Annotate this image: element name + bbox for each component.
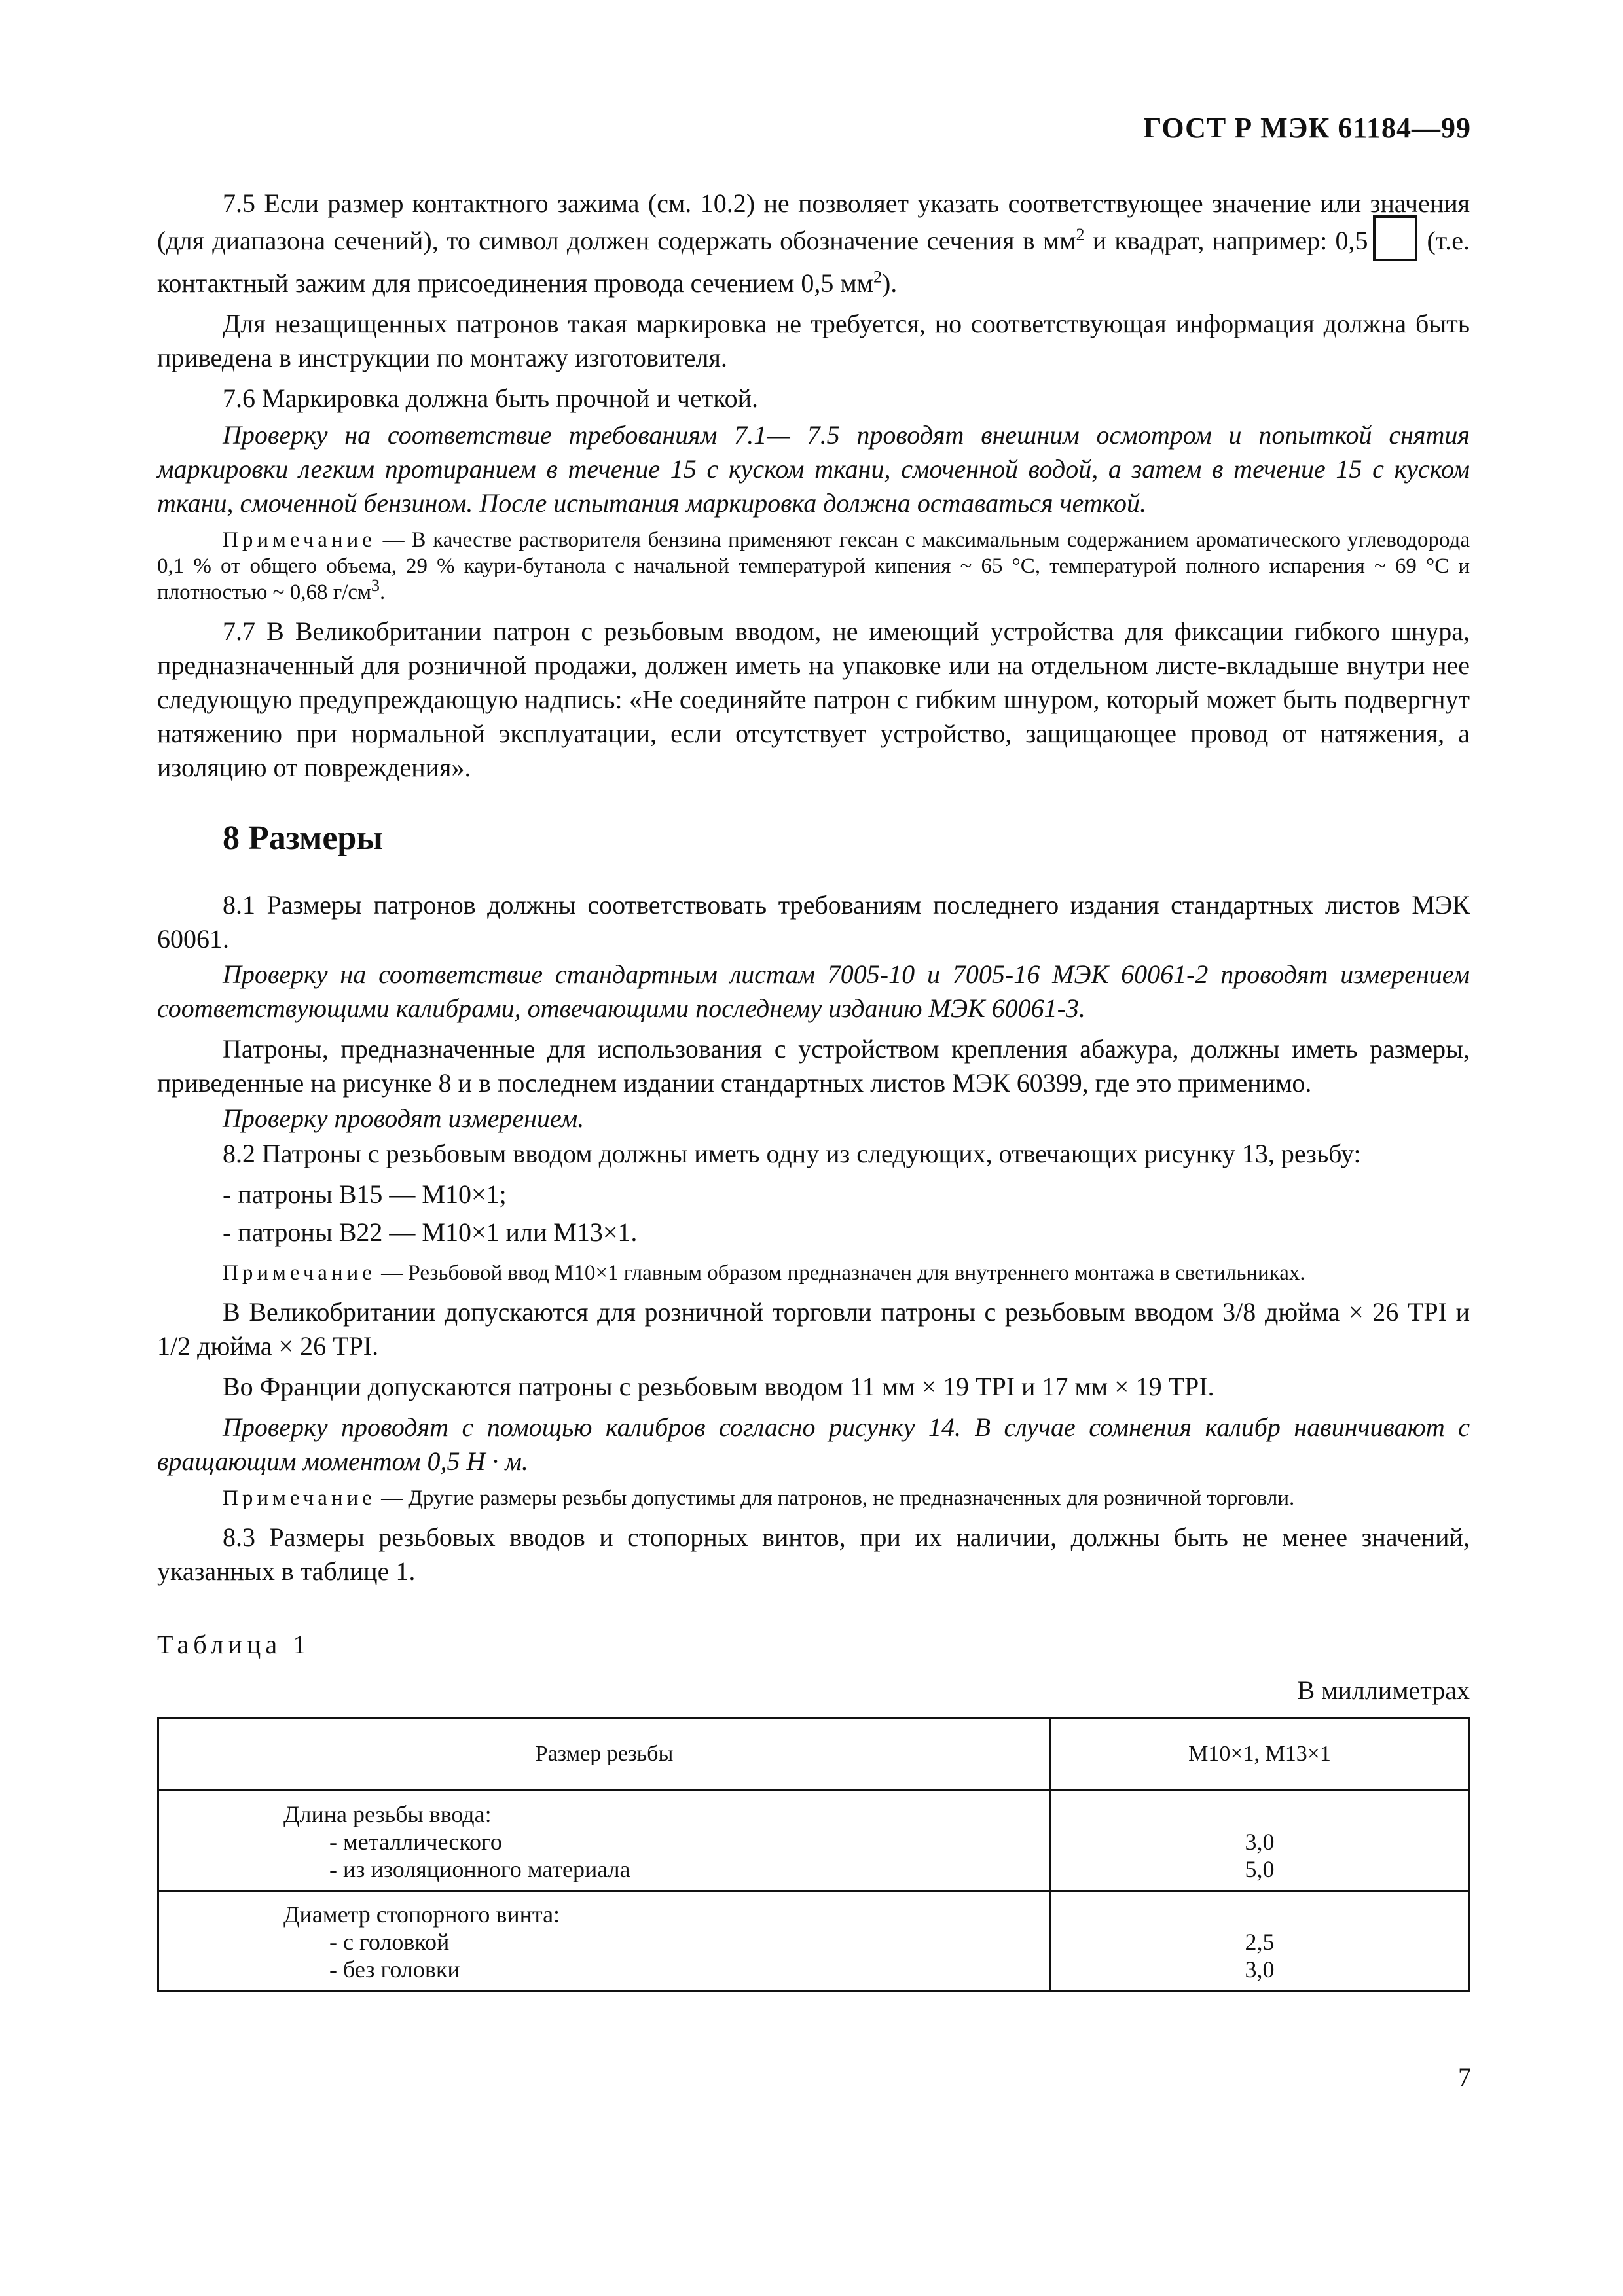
table-caption: [157, 1628, 1470, 1662]
spacer: [1051, 1801, 1468, 1828]
table-row: [158, 1891, 1469, 1991]
paragraph-7-7: 7.7 В Великобритании патрон с резьбовым вводом, не имеющий устройства для фиксации гибкого шнура, предназначенный для розничной продажи, должен иметь на упаковке или на отдельном листе-вкладыше внутри нее следующую предупреждающую надпись: «Не соединяйте патрон с гибким шнуром, который может быть подвергнут натяжению при нормальной эксплуатации, если отсутствует устройство, защищающее провод от натяжения, а изоляцию от повреждения».: [157, 617, 1470, 782]
paragraph-7-6-check: Проверку на соответствие требованиям 7.1— 7.5 проводят внешним осмотром и попыткой снятия маркировки легким протиранием в течение 15 с куском ткани, смоченной водой, а затем в течение 15 с куском ткани, смоченной бензином. После испытания маркировка должна оставаться четкой.: [157, 420, 1470, 518]
paragraph-7-6: 7.6 Маркировка должна быть прочной и четкой.: [223, 384, 759, 413]
table-cell: [1051, 1791, 1469, 1891]
spacer: [1051, 1901, 1468, 1928]
row-group-title: Диаметр стопорного винта:: [283, 1901, 560, 1928]
table-1: [157, 1717, 1470, 1992]
paragraph-7-5: [157, 187, 1470, 300]
text: и квадрат, например: 0,5: [1084, 226, 1368, 256]
note-label: Примечание: [223, 1486, 376, 1510]
paragraph-8-2: 8.2 Патроны с резьбовым вводом должны иметь одну из следующих, отвечающих рисунку 13, резьбу:: [223, 1139, 1361, 1168]
paragraph-8-1-lampshade: Патроны, предназначенные для использования с устройством крепления абажура, должны иметь размеры, приведенные на рисунке 8 и в последнем издании стандартных листов МЭК 60399, где это применимо.: [157, 1034, 1470, 1098]
table-row: [158, 1791, 1469, 1891]
paragraph-7-5-unprotected: Для незащищенных патронов такая маркировка не требуется, но соответствующая информация должна быть приведена в инструкции по монтажу изготовителя.: [157, 309, 1470, 372]
table-cell: [158, 1791, 1051, 1891]
text: 7.5 Если размер контактного зажима (см. 10.2) не позволяет указать соответствующее значение или значения (для диапазона сечений), то символ должен содержать обозначение сечения в мм: [157, 188, 1470, 256]
text: (т.е. контактный зажим для присоединения провода сечением 0,5 мм: [157, 226, 1470, 298]
table-header-row: [158, 1718, 1469, 1791]
row-label: - без головки: [329, 1956, 460, 1982]
document-header: ГОСТ Р МЭК 61184—99: [1143, 112, 1471, 144]
superscript: 2: [873, 267, 882, 287]
paragraph-8-2-check: Проверку проводят с помощью калибров согласно рисунку 14. В случае сомнения калибр навинчивают с вращающим моментом 0,5 Н · м.: [157, 1412, 1470, 1476]
list-item: - патроны В22 — M10×1 или М13×1.: [223, 1217, 638, 1247]
table-cell: [158, 1891, 1051, 1991]
text: ).: [881, 268, 898, 298]
table-cell: [1051, 1891, 1469, 1991]
square-symbol: [1373, 215, 1417, 261]
paragraph-8-2-uk: В Великобритании допускаются для розничной торговли патроны с резьбовым вводом 3/8 дюйма × 26 TPI и 1/2 дюйма × 26 TPI.: [157, 1297, 1470, 1361]
paragraph-8-1-check-2: Проверку проводят измерением.: [223, 1103, 585, 1133]
text: — В качестве растворителя бензина применяют гексан с максимальным содержанием ароматического углеводорода 0,1 % от общего объема, 29 % каури-бутанола с начальной температурой кипения ~ 65 °С, температурой полного испарения ~ 69 °С и плотностью ~ 0,68 г/см: [157, 528, 1470, 604]
text: Таблица 1: [157, 1630, 311, 1659]
note-other-threads: [157, 1485, 1470, 1511]
cell-value: 2,5: [1245, 1929, 1275, 1955]
row-label: - с головкой: [329, 1929, 450, 1955]
table-units: В миллиметрах: [1297, 1676, 1470, 1705]
row-label: - из изоляционного материала: [329, 1856, 630, 1882]
text: .: [379, 581, 386, 604]
paragraph-8-1-check: Проверку на соответствие стандартным листам 7005-10 и 7005-16 МЭК 60061-2 проводят измерением соответствующими калибрами, отвечающими последнему изданию МЭК 60061-3.: [157, 960, 1470, 1023]
row-label: - металлического: [329, 1829, 502, 1855]
paragraph-8-3: 8.3 Размеры резьбовых вводов и стопорных винтов, при их наличии, должны быть не менее значений, указанных в таблице 1.: [157, 1522, 1470, 1586]
superscript: 2: [1076, 224, 1085, 244]
note-label: Примечание: [223, 1261, 376, 1285]
section-title-8: 8 Размеры: [223, 819, 383, 857]
paragraph-8-2-france: Во Франции допускаются патроны с резьбовым вводом 11 мм × 19 TPI и 17 мм × 19 TPI.: [223, 1372, 1214, 1401]
note-solvent: [157, 527, 1470, 605]
table-header-thread-values: M10×1, М13×1: [1051, 1718, 1469, 1791]
cell-value: 3,0: [1245, 1956, 1275, 1982]
row-group-title: Длина резьбы ввода:: [283, 1801, 492, 1827]
text: — Резьбовой ввод M10×1 главным образом предназначен для внутреннего монтажа в светильниках.: [375, 1261, 1305, 1285]
text: — Другие размеры резьбы допустимы для патронов, не предназначенных для розничной торговли.: [375, 1486, 1295, 1510]
table-header-thread-size: Размер резьбы: [158, 1718, 1051, 1791]
cell-value: 3,0: [1245, 1829, 1275, 1855]
cell-value: 5,0: [1245, 1856, 1275, 1882]
paragraph-8-1: 8.1 Размеры патронов должны соответствовать требованиям последнего издания стандартных листов МЭК 60061.: [157, 890, 1470, 954]
list-item: - патроны В15 — M10×1;: [223, 1179, 507, 1209]
note-thread: [157, 1260, 1470, 1286]
superscript: 3: [371, 576, 380, 595]
document-body: [157, 187, 1470, 1992]
note-label: Примечание: [223, 528, 376, 552]
page-number: 7: [1458, 2062, 1471, 2092]
